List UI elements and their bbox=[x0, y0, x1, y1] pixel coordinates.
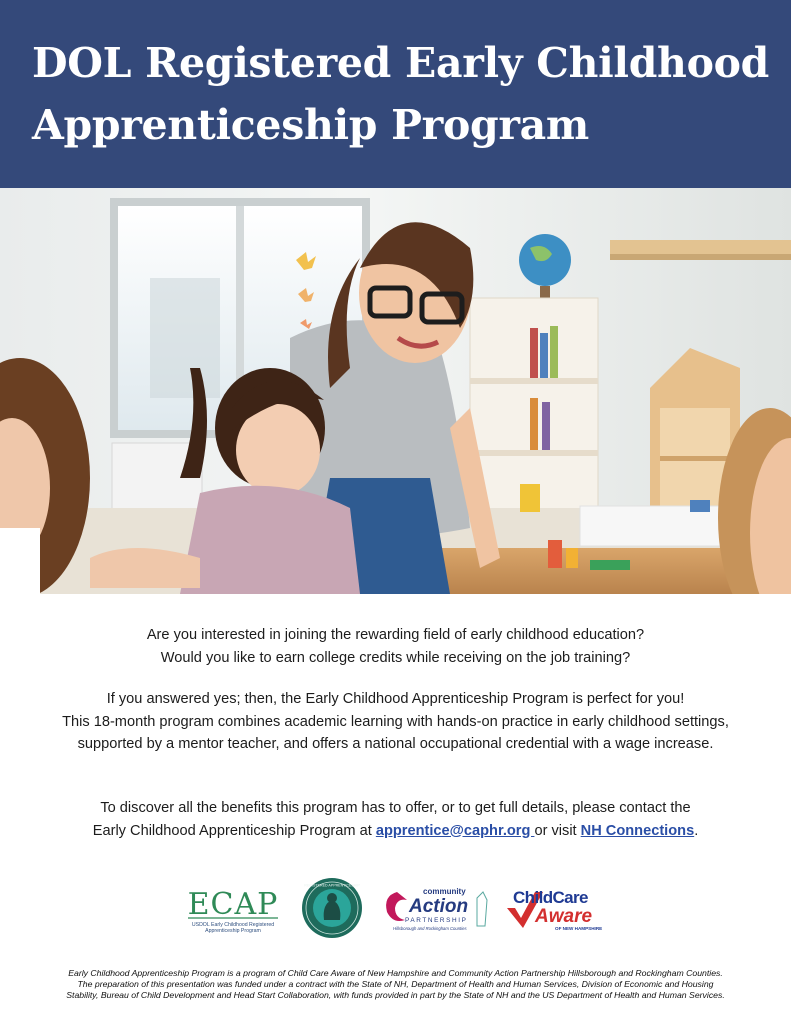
email-link[interactable]: apprentice@caphr.org bbox=[375, 822, 535, 839]
community-action-logo bbox=[383, 884, 491, 936]
intro-line-2: Would you like to earn college credits while receiving on the job training? bbox=[160, 649, 631, 666]
classroom-illustration bbox=[0, 188, 791, 594]
intro-paragraph bbox=[20, 624, 771, 669]
contact-line-2 bbox=[20, 820, 771, 843]
cca-aware-text: Aware bbox=[535, 906, 593, 927]
footer-line-2: The preparation of this presentation was funded under a contract with the State of NH, Department of Health and Human Services, Division of Economic and Housing bbox=[77, 979, 714, 989]
partner-logos bbox=[0, 870, 791, 950]
ecap-logo-title: ECAP bbox=[187, 887, 279, 922]
cap-community-text: community bbox=[423, 887, 466, 896]
ecap-logo bbox=[182, 884, 284, 936]
nh-connections-link[interactable]: NH Connections bbox=[580, 822, 695, 839]
contact-middle: or visit bbox=[534, 822, 581, 839]
page-title bbox=[32, 32, 772, 156]
funding-footer bbox=[14, 968, 777, 1001]
details-line-1: If you answered yes; then, the Early Childhood Apprenticeship Program is perfect for you! bbox=[106, 691, 685, 707]
cap-partnership-text: PARTNERSHIP bbox=[405, 917, 468, 924]
ecap-logo-subtitle-1: USDOL Early Childhood Registered bbox=[191, 922, 275, 928]
cca-childcare-text: ChildCare bbox=[513, 888, 588, 907]
intro-line-1: Are you interested in joining the rewarding field of early childhood education? bbox=[146, 627, 645, 643]
ecap-logo-subtitle-2: Apprenticeship Program bbox=[205, 928, 261, 934]
apprenticeship-seal bbox=[300, 876, 364, 940]
contact-prefix: Early Childhood Apprenticeship Program at bbox=[92, 822, 376, 839]
title-banner bbox=[0, 0, 791, 188]
contact-paragraph bbox=[20, 797, 771, 842]
details-paragraph bbox=[20, 688, 771, 756]
contact-period: . bbox=[694, 822, 699, 839]
title-line-1: DOL Registered Early Childhood bbox=[32, 39, 770, 87]
details-line-3: supported by a mentor teacher, and offers a national occupational credential with a wage increase. bbox=[77, 736, 714, 752]
seal-ring-text: REGISTERED APPRENTICESHIP bbox=[304, 883, 360, 888]
details-line-2: This 18-month program combines academic learning with hands-on practice in early childhood settings, bbox=[62, 713, 729, 730]
cap-counties-text: Hillsborough and Rockingham Counties bbox=[393, 926, 467, 931]
child-care-aware-logo bbox=[505, 880, 613, 936]
footer-line-3: Stability, Bureau of Child Development and Head Start Collaboration, with funds provided in part by the State of NH and the US Department of Health and Human Services. bbox=[66, 990, 725, 1000]
contact-line-1: To discover all the benefits this program has to offer, or to get full details, please contact the bbox=[100, 800, 691, 816]
footer-line-1: Early Childhood Apprenticeship Program is a program of Child Care Aware of New Hampshire and Community Action Partnership Hillsborough and Rockingham Counties. bbox=[68, 968, 723, 978]
cca-region-text: OF NEW HAMPSHIRE bbox=[555, 926, 603, 931]
title-line-2: Apprenticeship Program bbox=[32, 101, 590, 149]
classroom-photo bbox=[0, 188, 791, 594]
cap-action-text: Action bbox=[409, 896, 469, 917]
